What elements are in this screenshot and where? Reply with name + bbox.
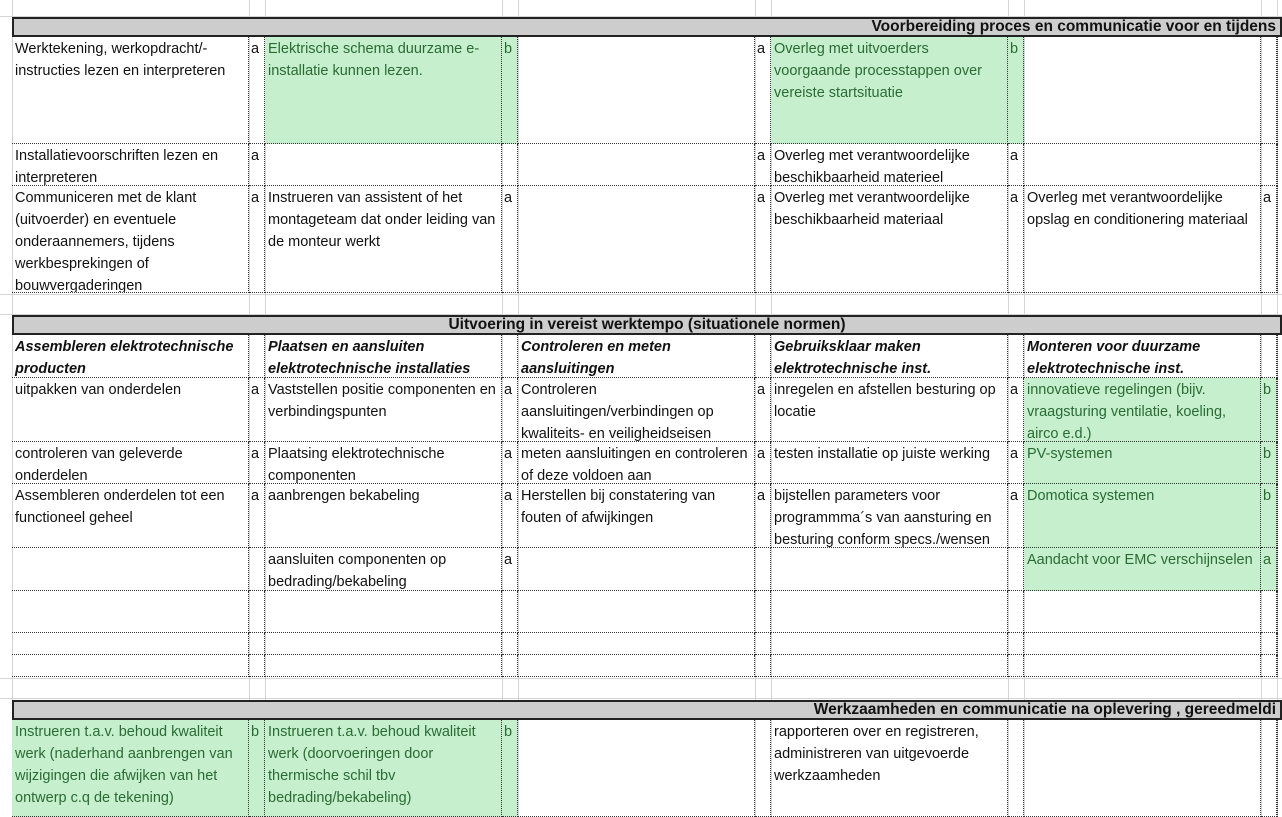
table-cell[interactable] [12, 633, 249, 655]
table-cell[interactable] [265, 144, 502, 186]
level-marker[interactable]: a [249, 186, 265, 293]
level-marker[interactable]: a [755, 378, 771, 442]
table-row [12, 548, 1282, 591]
table-cell[interactable]: PV-systemen [1024, 442, 1261, 484]
table-cell[interactable]: Communiceren met de klant (uitvoerder) en eventuele onderaannemers, tijdens werkbesprekingen of bouwvergaderingen [12, 186, 249, 293]
section-header-preparation[interactable] [12, 17, 1282, 37]
level-marker[interactable]: a [755, 186, 771, 293]
table-cell[interactable]: aanbrengen bekabeling [265, 484, 502, 548]
table-row [12, 442, 1282, 484]
table-cell[interactable] [265, 591, 502, 633]
level-marker[interactable] [1261, 720, 1277, 817]
table-cell[interactable] [518, 633, 755, 655]
table-row [12, 144, 1282, 186]
table-cell[interactable]: Plaatsing elektrotechnische componenten [265, 442, 502, 484]
level-marker[interactable] [502, 655, 518, 677]
table-cell[interactable]: Overleg met verantwoordelijke beschikbaarheid materiaal [771, 186, 1008, 293]
table-cell[interactable] [771, 633, 1008, 655]
empty-row [12, 591, 1282, 633]
level-marker[interactable] [755, 633, 771, 655]
cell-edge [1277, 378, 1282, 442]
table-cell[interactable] [518, 37, 755, 144]
level-marker[interactable] [1008, 720, 1024, 817]
level-marker[interactable] [755, 548, 771, 591]
table-cell[interactable] [518, 144, 755, 186]
level-marker[interactable]: a [249, 484, 265, 548]
table-cell[interactable] [1024, 591, 1261, 633]
level-marker[interactable]: a [502, 378, 518, 442]
level-marker[interactable] [755, 335, 771, 378]
section-title: Uitvoering in vereist werktempo (situationele normen) [448, 316, 846, 333]
cell-edge [1277, 591, 1282, 633]
level-marker[interactable] [502, 335, 518, 378]
level-marker[interactable]: b [1261, 484, 1277, 548]
level-marker[interactable] [249, 591, 265, 633]
level-marker[interactable] [1008, 633, 1024, 655]
cell-edge [1277, 548, 1282, 591]
level-marker[interactable] [1261, 633, 1277, 655]
cell-edge [1277, 186, 1282, 293]
column-header[interactable]: Plaatsen en aansluiten elektrotechnische installaties [265, 335, 502, 378]
level-marker[interactable] [1261, 591, 1277, 633]
table-cell[interactable] [1024, 633, 1261, 655]
level-marker[interactable]: a [502, 484, 518, 548]
table-cell[interactable]: Instrueren van assistent of het montageteam dat onder leiding van de monteur werkt [265, 186, 502, 293]
table-cell[interactable]: innovatieve regelingen (bijv. vraagsturing ventilatie, koeling, airco e.d.) [1024, 378, 1261, 442]
level-marker[interactable]: a [502, 442, 518, 484]
level-marker[interactable]: a [755, 37, 771, 144]
table-cell[interactable] [518, 186, 755, 293]
table-cell[interactable]: Werktekening, werkopdracht/-instructies lezen en interpreteren [12, 37, 249, 144]
table-cell[interactable]: Elektrische schema duurzame e-installatie kunnen lezen. [265, 37, 502, 144]
column-header[interactable]: Controleren en meten aansluitingen [518, 335, 755, 378]
level-marker[interactable] [755, 655, 771, 677]
level-marker[interactable] [1008, 591, 1024, 633]
level-marker[interactable] [1261, 335, 1277, 378]
level-marker[interactable] [755, 720, 771, 817]
level-marker[interactable] [502, 591, 518, 633]
level-marker[interactable]: b [1261, 442, 1277, 484]
table-cell[interactable]: testen installatie op juiste werking [771, 442, 1008, 484]
column-header[interactable]: Assembleren elektrotechnische producten [12, 335, 249, 378]
section-title: Werkzaamheden en communicatie na oplevering , gereedmeldi [813, 701, 1276, 718]
level-marker[interactable] [1261, 144, 1277, 186]
table-cell[interactable] [12, 655, 249, 677]
level-marker[interactable]: b [1008, 37, 1024, 144]
table-row [12, 720, 1282, 817]
level-marker[interactable] [502, 633, 518, 655]
cell-edge [1277, 335, 1282, 378]
level-marker[interactable]: a [755, 484, 771, 548]
level-marker[interactable]: b [249, 720, 265, 817]
table-cell[interactable]: Assembleren onderdelen tot een functioneel geheel [12, 484, 249, 548]
level-marker[interactable]: a [249, 144, 265, 186]
empty-row [12, 633, 1282, 655]
level-marker[interactable]: a [1008, 442, 1024, 484]
table-cell[interactable]: Installatievoorschriften lezen en interpreteren [12, 144, 249, 186]
table-cell[interactable]: Vaststellen positie componenten en verbindingspunten [265, 378, 502, 442]
column-header-row [12, 335, 1282, 378]
table-cell[interactable] [1024, 144, 1261, 186]
cell-edge [1277, 144, 1282, 186]
cell-edge [1277, 37, 1282, 144]
level-marker[interactable]: a [502, 186, 518, 293]
level-marker[interactable] [1261, 655, 1277, 677]
level-marker[interactable]: a [1008, 484, 1024, 548]
level-marker[interactable]: b [1261, 378, 1277, 442]
table-cell[interactable] [1024, 37, 1261, 144]
section-title: Voorbereiding proces en communicatie voor en tijdens [871, 18, 1276, 35]
level-marker[interactable] [249, 655, 265, 677]
table-row [12, 37, 1282, 144]
table-cell[interactable] [1024, 655, 1261, 677]
level-marker[interactable]: a [1008, 186, 1024, 293]
cell-edge [1277, 633, 1282, 655]
section-header-after-delivery[interactable] [12, 700, 1282, 720]
level-marker[interactable] [502, 144, 518, 186]
level-marker[interactable]: b [502, 720, 518, 817]
level-marker[interactable] [249, 633, 265, 655]
table-cell[interactable]: uitpakken van onderdelen [12, 378, 249, 442]
level-marker[interactable] [755, 591, 771, 633]
level-marker[interactable]: a [1261, 186, 1277, 293]
table-cell[interactable] [265, 655, 502, 677]
table-cell[interactable] [1024, 720, 1261, 817]
level-marker[interactable]: a [1261, 548, 1277, 591]
table-cell[interactable]: Herstellen bij constatering van fouten of afwijkingen [518, 484, 755, 548]
table-cell[interactable] [518, 591, 755, 633]
cell-edge [1277, 655, 1282, 677]
table-cell[interactable]: meten aansluitingen en controleren of deze voldoen aan [518, 442, 755, 484]
level-marker[interactable]: a [755, 144, 771, 186]
table-cell[interactable]: aansluiten componenten op bedrading/bekabeling [265, 548, 502, 591]
cell-edge [1277, 484, 1282, 548]
level-marker[interactable] [1008, 335, 1024, 378]
column-header[interactable]: Gebruiksklaar maken elektrotechnische inst. [771, 335, 1008, 378]
level-marker[interactable]: a [249, 378, 265, 442]
level-marker[interactable]: b [502, 37, 518, 144]
table-cell[interactable]: bijstellen parameters voor programmma´s van aansturing en besturing conform specs./wensen [771, 484, 1008, 548]
table-cell[interactable] [518, 548, 755, 591]
table-cell[interactable] [771, 591, 1008, 633]
table-cell[interactable]: Overleg met verantwoordelijke opslag en conditionering materiaal [1024, 186, 1261, 293]
table-cell[interactable] [518, 720, 755, 817]
level-marker[interactable]: a [249, 442, 265, 484]
table-cell[interactable]: Controleren aansluitingen/verbindingen op kwaliteits- en veiligheidseisen [518, 378, 755, 442]
table-cell[interactable] [771, 548, 1008, 591]
table-cell[interactable]: controleren van geleverde onderdelen [12, 442, 249, 484]
empty-row [12, 655, 1282, 677]
level-marker[interactable]: a [1008, 378, 1024, 442]
level-marker[interactable]: a [502, 548, 518, 591]
table-row [12, 186, 1282, 293]
table-cell[interactable]: Instrueren t.a.v. behoud kwaliteit werk (doorvoeringen door thermische schil tbv bedrading/bekabeling) [265, 720, 502, 817]
level-marker[interactable] [1261, 37, 1277, 144]
table-cell[interactable]: Aandacht voor EMC verschijnselen [1024, 548, 1261, 591]
level-marker[interactable] [249, 335, 265, 378]
table-cell[interactable] [518, 655, 755, 677]
table-cell[interactable]: Domotica systemen [1024, 484, 1261, 548]
table-cell[interactable]: Instrueren t.a.v. behoud kwaliteit werk (naderhand aanbrengen van wijzigingen die afwijken van het ontwerp c.q de tekening) [12, 720, 249, 817]
level-marker[interactable]: a [1008, 144, 1024, 186]
section-header-execution[interactable] [12, 315, 1282, 335]
table-cell[interactable]: Overleg met verantwoordelijke beschikbaarheid materieel [771, 144, 1008, 186]
table-cell[interactable]: rapporteren over en registreren, administreren van uitgevoerde werkzaamheden [771, 720, 1008, 817]
level-marker[interactable] [1008, 548, 1024, 591]
column-header[interactable]: Monteren voor duurzame elektrotechnische inst. [1024, 335, 1261, 378]
table-cell[interactable]: inregelen en afstellen besturing op locatie [771, 378, 1008, 442]
table-cell[interactable] [12, 591, 249, 633]
table-row [12, 484, 1282, 548]
table-row [12, 378, 1282, 442]
level-marker[interactable]: a [755, 442, 771, 484]
table-cell[interactable] [265, 633, 502, 655]
cell-edge [1277, 720, 1282, 817]
level-marker[interactable] [1008, 655, 1024, 677]
table-cell[interactable]: Overleg met uitvoerders voorgaande processtappen over vereiste startsituatie [771, 37, 1008, 144]
table-cell[interactable] [12, 548, 249, 591]
level-marker[interactable]: a [249, 37, 265, 144]
table-cell[interactable] [771, 655, 1008, 677]
cell-edge [1277, 442, 1282, 484]
level-marker[interactable] [249, 548, 265, 591]
